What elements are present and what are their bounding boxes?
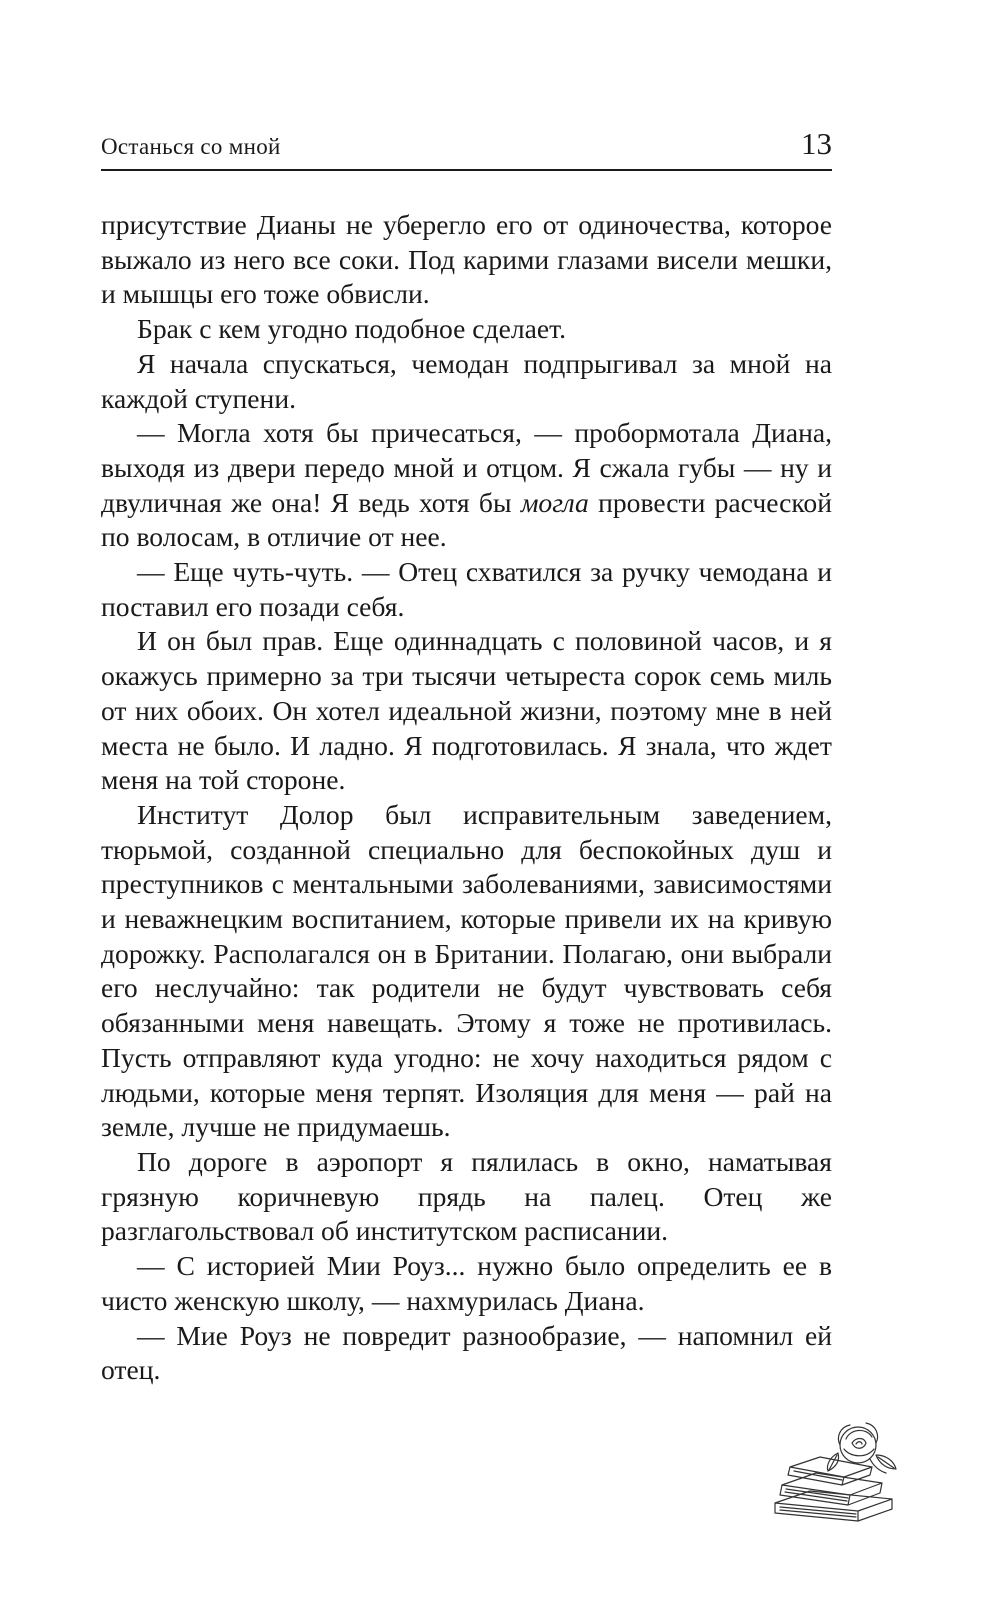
paragraph: И он был прав. Еще одиннадцать с половиной часов, и я окажусь примерно за три тысячи четыреста сорок семь миль от них обоих. Он хотел идеальной жизни, поэтому мне в ней места не было. И ладно. Я подготовилась. Я знала, что ждет меня на той стороне. (101, 625, 832, 796)
paragraph: присутствие Дианы не уберегло его от одиночества, которое выжало из него все соки. Под карими глазами висели мешки, и мышцы его тоже обвисли. (101, 209, 832, 310)
paragraph-text: — Могла хотя бы причесаться, — пробормотала Диана, выходя из двери передо мной и отцом. Я сжала губы — ну и двуличная же она! Я ведь хотя бы (101, 417, 832, 518)
paragraph: — С историей Мии Роуз... нужно было определить ее в чисто женскую школу, — нахмурилась Диана. (101, 1250, 832, 1316)
paragraph: — Мие Роуз не повредит разнообразие, — напомнил ей отец. (101, 1319, 832, 1386)
books-and-rose-ornament (770, 1415, 900, 1525)
paragraph (101, 416, 832, 555)
paragraph: Я начала спускаться, чемодан подпрыгивал за мной на каждой ступени. (101, 347, 832, 414)
italic-emphasis: могла (520, 486, 589, 518)
body-text (101, 208, 832, 1388)
running-header (101, 124, 832, 170)
paragraph: — Еще чуть-чуть. — Отец схватился за ручку чемодана и поставил его позади себя. (101, 556, 832, 622)
header-rule (101, 169, 832, 171)
paragraph-text: провести расческой по волосам, в отличие от нее. (101, 486, 832, 553)
paragraph: Брак с кем угодно подобное сделает. (137, 313, 566, 345)
running-title: Останься со мной (101, 134, 281, 159)
paragraph: По дороге в аэропорт я пялилась в окно, наматывая грязную коричневую прядь на палец. Отец же разглагольствовал об институтском расписании. (101, 1145, 832, 1247)
page-number: 13 (801, 126, 832, 161)
paragraph: Институт Долор был исправительным заведением, тюрьмой, созданной специально для беспокойных душ и преступников с ментальными заболеваниями, зависимостями и неважнецким воспитанием, которые привели их на кривую дорожку. Располагался он в Британии. Полагаю, они выбрали его неслучайно: так родители не будут чувствовать себя обязанными меня навещать. Этому я тоже не противилась. Пусть отправляют куда угодно: не хочу находиться рядом с людьми, которые меня терпят. Изоляция для меня — рай на земле, лучше не придумаешь. (101, 798, 832, 1143)
